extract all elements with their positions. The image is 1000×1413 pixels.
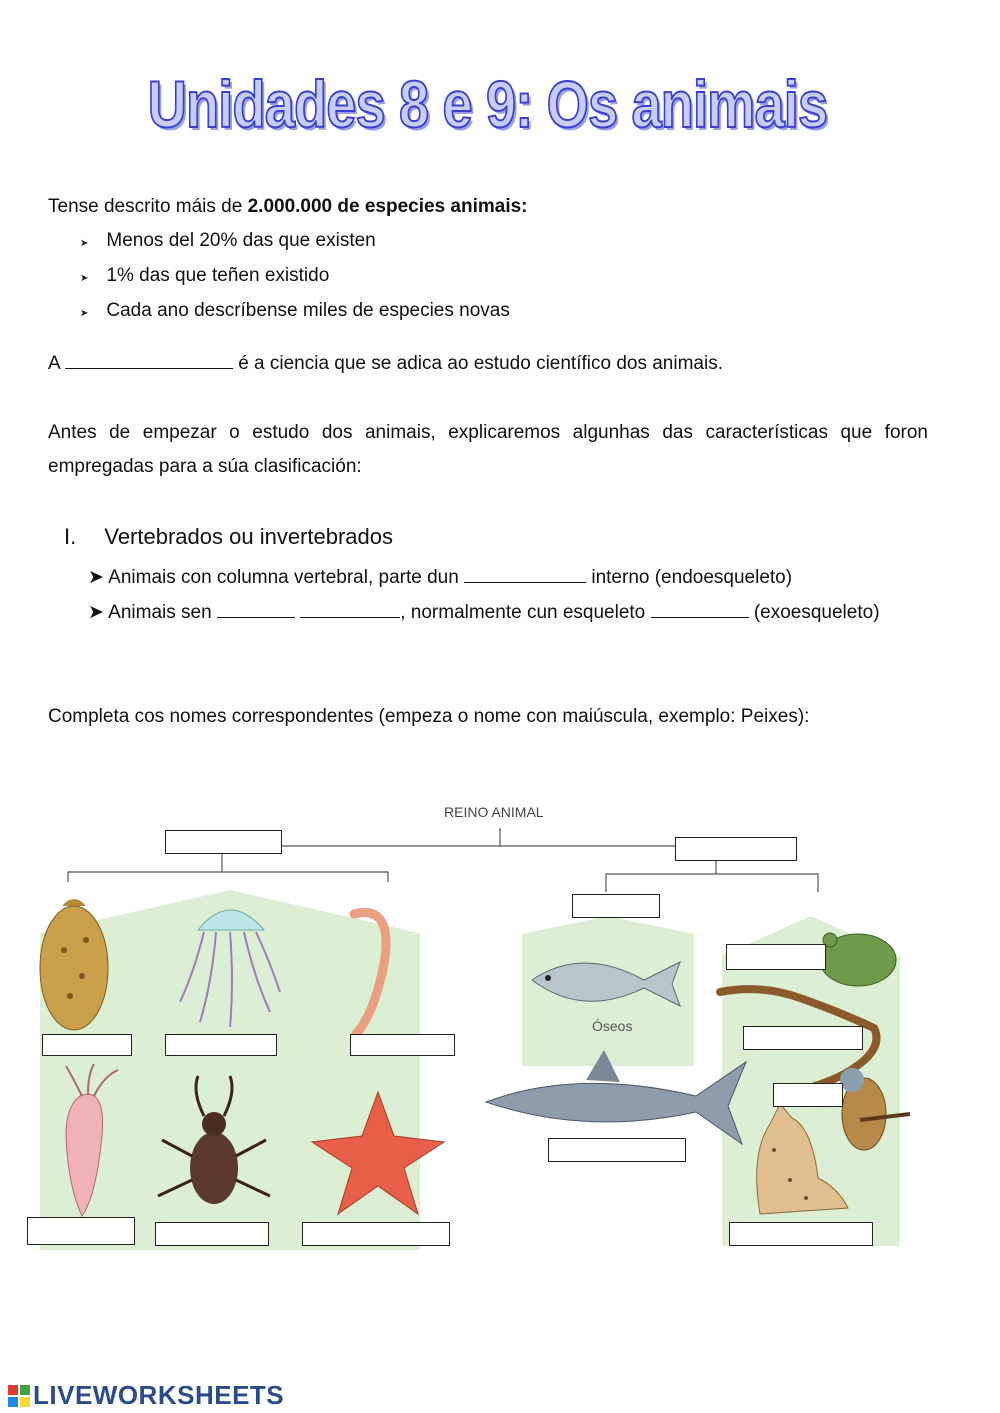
liveworksheets-logo-icon [8,1385,30,1407]
answer-box-fish-group[interactable] [572,894,660,918]
bird-icon [840,1068,910,1150]
intro-lead-bold: 2.000.000 de especies animais: [247,196,528,217]
classification-diagram [0,780,1000,1260]
jellyfish-icon [180,910,280,1027]
answer-box-birds[interactable] [773,1083,843,1107]
answer-box-jellyfish[interactable] [165,1034,277,1056]
root-label: REINO ANIMAL [444,804,544,820]
sentence-a: A é a ciencia que se adica ao estudo científico dos animais. [48,353,723,374]
lynx-icon [757,1104,848,1214]
worm-icon [354,913,386,1034]
blank-column[interactable] [217,601,295,618]
beetle-icon [158,1076,270,1204]
blank-skeleton[interactable] [464,566,586,583]
arrow-bullet-icon: ➤ [88,602,104,623]
section-heading: I. Vertebrados ou invertebrados [64,524,393,549]
intro-lead: Tense descrito máis de 2.000.000 de especies animais: [48,196,528,217]
answer-box-shark[interactable] [548,1138,686,1162]
list-item: ➤ Cada ano descríbense miles de especies novas [80,300,510,321]
animal-illustrations [0,780,1000,1260]
arrow-bullet-icon: ➤ [80,273,89,284]
page-title: Unidades 8 e 9: Os animais [147,67,828,141]
answer-box-worm[interactable] [350,1034,455,1056]
blank-science-name[interactable] [65,352,233,369]
section-line-2: ➤ Animais sen , normalmente cun esqueleto (exoesqueleto) [88,602,880,623]
answer-box-beetle[interactable] [155,1222,269,1246]
fish-icon [532,962,680,1006]
shark-icon [486,1050,746,1144]
answer-box-vertebrates[interactable] [675,837,797,861]
instruction: Completa cos nomes correspondentes (empeza o nome con maiúscula, exemplo: Peixes): [48,706,810,727]
answer-box-sponge[interactable] [42,1034,132,1056]
arrow-bullet-icon: ➤ [80,308,89,319]
intro-paragraph: Antes de empezar o estudo dos animais, explicaremos algunhas das características que foron empregadas para a súa clasificación: [48,422,928,477]
frog-icon [820,933,896,986]
answer-box-amphibians[interactable] [726,944,826,970]
list-item: ➤ Menos del 20% das que existen [80,230,376,251]
arrow-bullet-icon: ➤ [88,567,104,588]
answer-box-reptiles[interactable] [743,1026,863,1050]
section-line-1: ➤ Animais con columna vertebral, parte dun interno (endoesqueleto) [88,567,793,588]
answer-box-starfish[interactable] [302,1222,450,1246]
list-item: ➤ 1% das que teñen existido [80,265,330,286]
starfish-icon [312,1092,444,1214]
blank-external[interactable] [651,601,749,618]
subgroup-label: Óseos [592,1018,633,1034]
arrow-bullet-icon: ➤ [80,238,89,249]
sponge-icon [40,899,108,1030]
footer-brand[interactable]: LIVEWORKSHEETS [8,1380,284,1411]
answer-box-invertebrates[interactable] [165,830,282,854]
blank-vertebral[interactable] [300,601,400,618]
squid-icon [66,1064,118,1216]
answer-box-mammals[interactable] [729,1222,873,1246]
bullet-list [80,230,510,335]
answer-box-squid[interactable] [27,1217,135,1245]
